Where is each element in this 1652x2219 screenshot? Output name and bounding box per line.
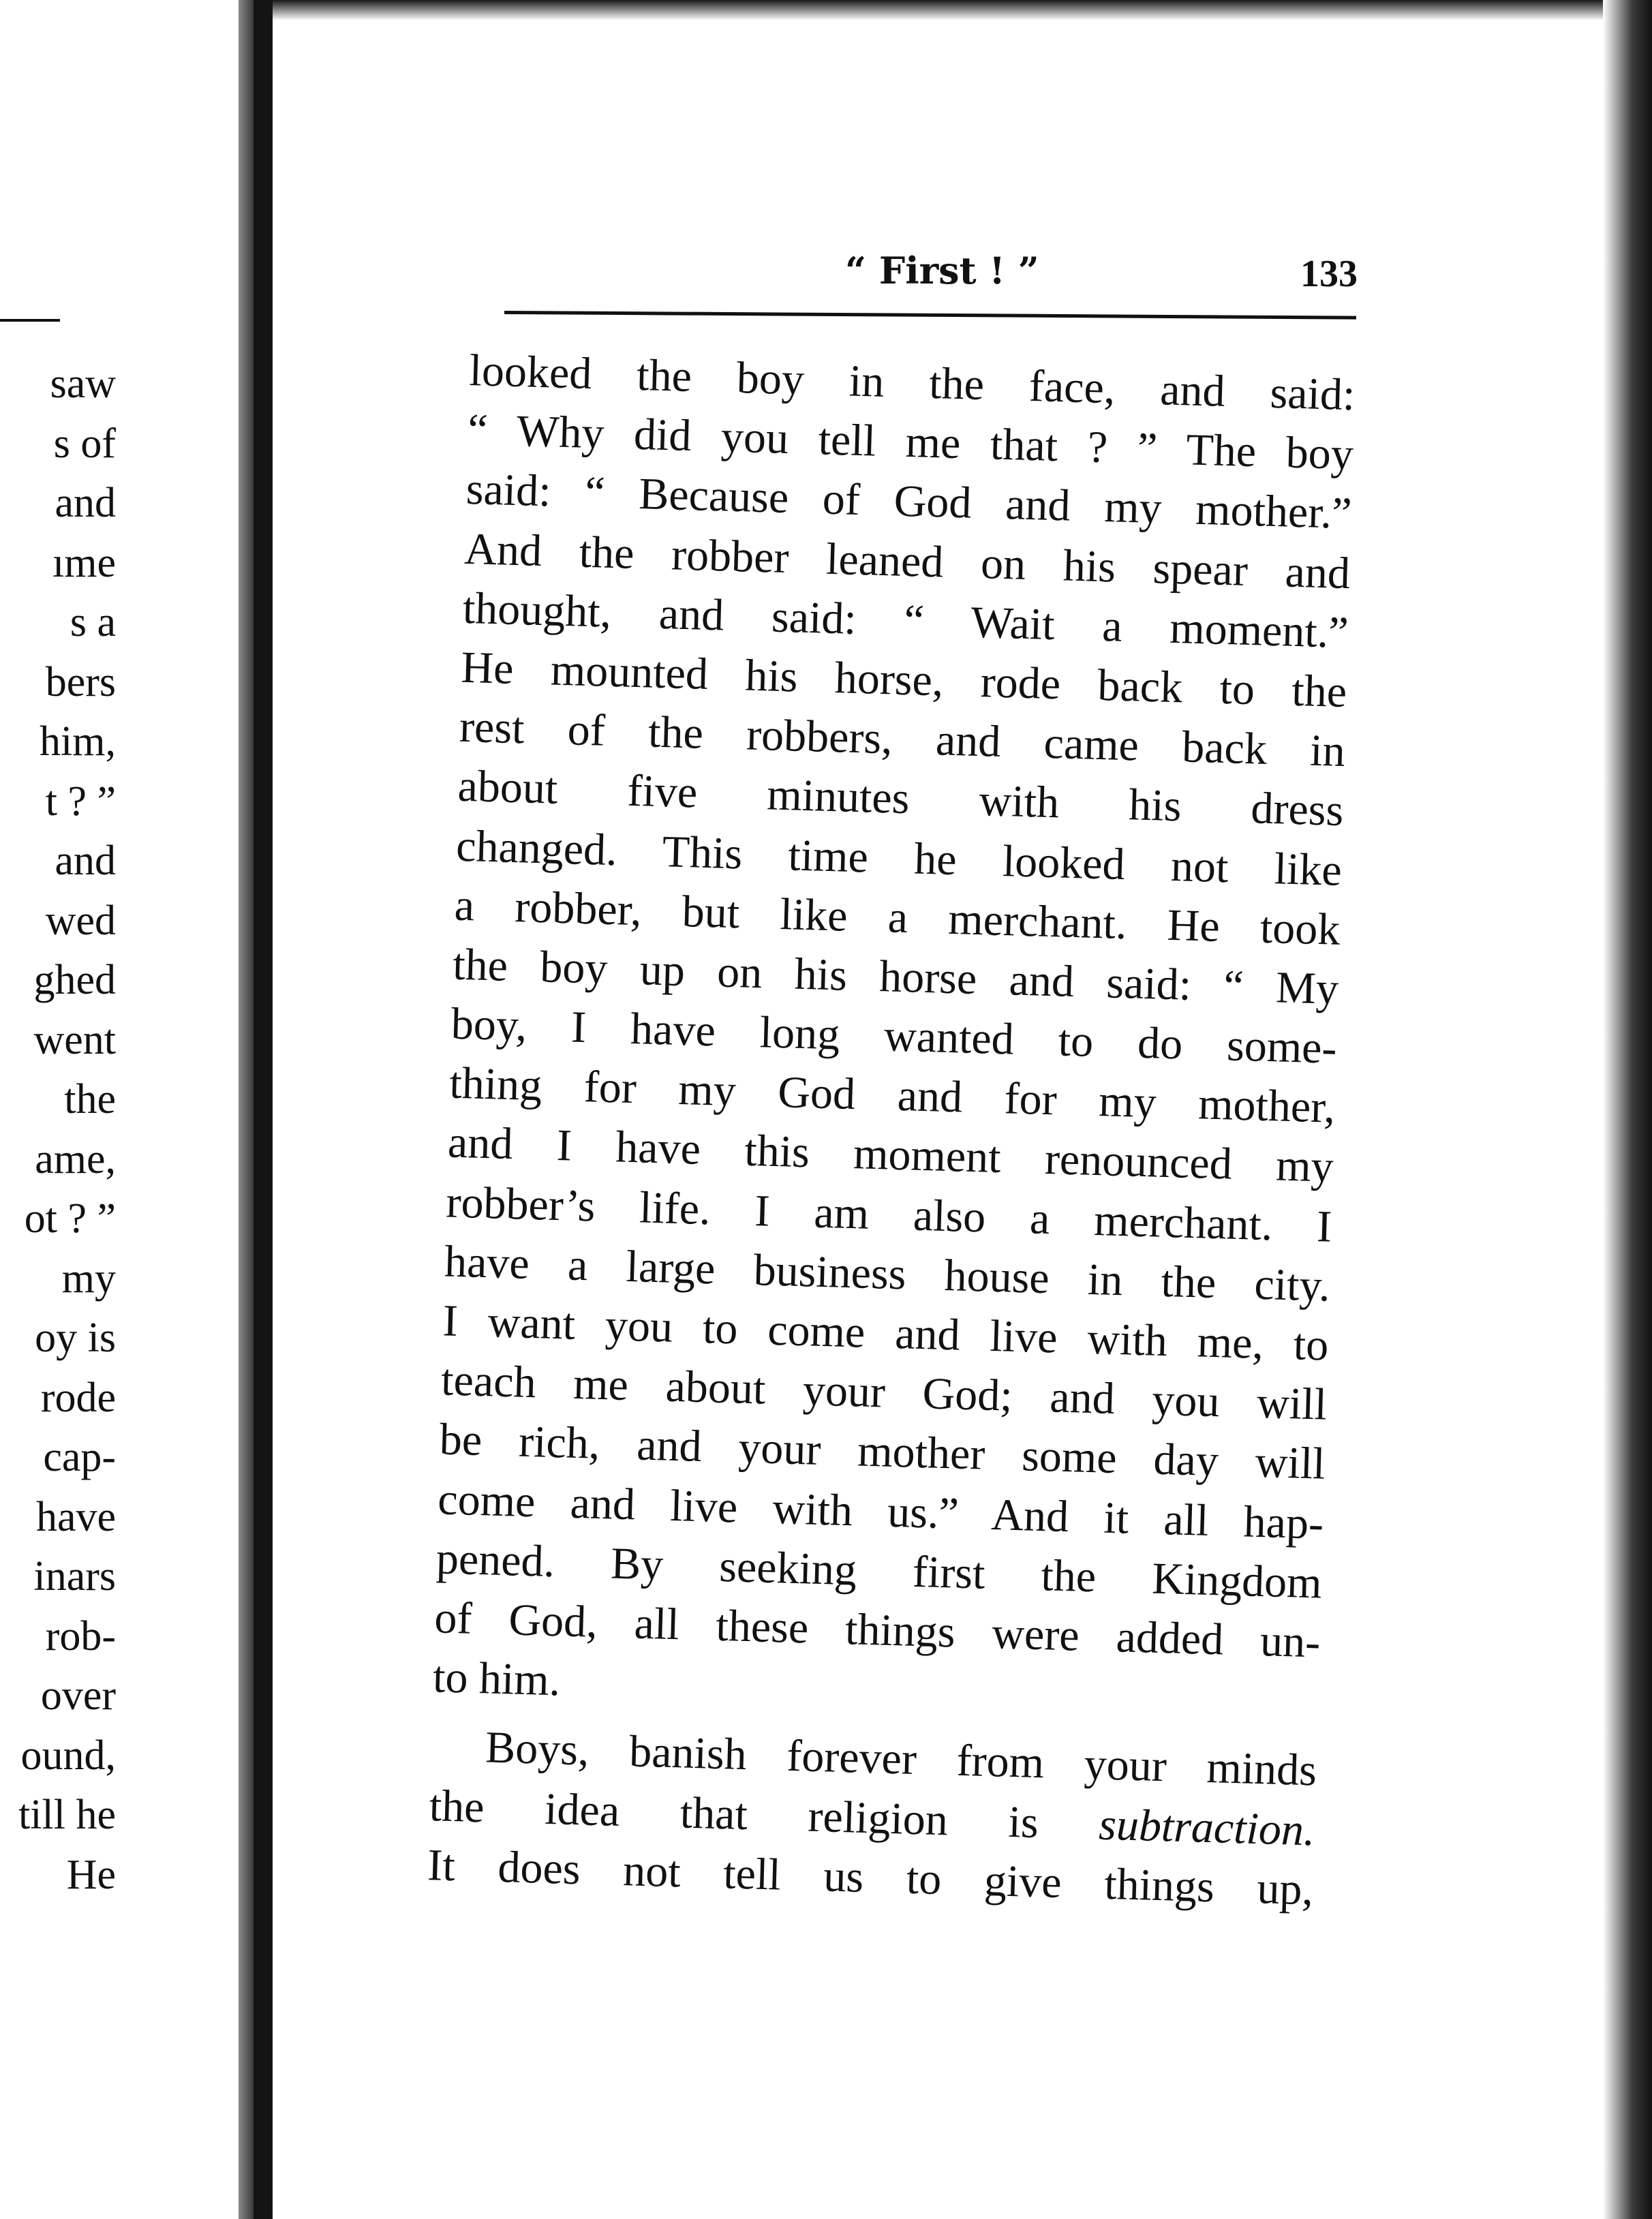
left-page-line-fragment: and (55, 480, 116, 526)
text-run: the idea that religion is (428, 1780, 1100, 1850)
left-page-line-fragment: He (66, 1851, 116, 1898)
body-text (427, 341, 1356, 1919)
text-line: thought, and said: “ Wait a moment.” (462, 583, 1349, 658)
running-head: “ First ! ” (845, 249, 1039, 292)
left-page-line-fragment: t ? ” (45, 778, 116, 825)
text-line: a robber, but like a merchant. He took (453, 880, 1341, 955)
left-page-line-fragment: my (61, 1255, 116, 1302)
text-line: Boys, banish forever from your minds (485, 1722, 1317, 1796)
page-number: 133 (1300, 253, 1358, 295)
top-page-edge-shadow (273, 0, 1652, 20)
left-page-line-fragment: him, (40, 718, 116, 765)
text-line: teach me about your God; and you will (440, 1355, 1328, 1430)
left-page-header-rule (0, 319, 60, 322)
left-page-line-fragment: ound, (20, 1732, 116, 1779)
text-line: It does not tell us to give things up, (427, 1839, 1315, 1915)
left-page-line-fragment: ot ? ” (24, 1195, 116, 1242)
left-page-line-fragment: ame, (35, 1135, 116, 1182)
left-page-line-fragment: ıme (52, 539, 116, 586)
left-page-line-fragment: ghed (33, 957, 116, 1003)
text-line: have a large business house in the city. (444, 1236, 1331, 1311)
text-line: about five minutes with his dress (457, 761, 1345, 836)
left-page-line-fragment: and (55, 838, 116, 884)
left-page-line-fragment: inars (33, 1553, 116, 1600)
left-page-line-fragment: saw (50, 361, 116, 407)
left-page-line-fragment: oy is (35, 1315, 116, 1361)
paragraph-1 (432, 341, 1356, 1732)
text-line: He mounted his horse, rode back to the (460, 642, 1348, 718)
left-page-line-fragment: over (40, 1672, 116, 1719)
left-page-line-fragment: cap- (43, 1434, 116, 1480)
left-page-line-fragment: s of (53, 420, 116, 467)
left-page-text (0, 354, 116, 1905)
left-page-line-fragment: rode (40, 1374, 116, 1421)
text-line: said: “ Because of God and my mother.” (465, 464, 1353, 539)
italic-word: subtraction. (1098, 1799, 1316, 1855)
left-page-line-fragment: wed (45, 897, 116, 944)
text-line: boy, I have long wanted to do some- (450, 998, 1338, 1073)
left-page-line-fragment: went (33, 1016, 116, 1063)
text-line: pened. By seeking first the Kingdom (435, 1533, 1323, 1608)
paragraph-2 (427, 1717, 1317, 1920)
text-line: looked the boy in the face, and said: (468, 345, 1356, 420)
text-line: “ Why did you tell me that ? ” The boy (467, 405, 1354, 480)
text-line: rest of the robbers, and came back in (459, 701, 1346, 777)
text-line: to him. (432, 1652, 562, 1706)
text-line: robber’s life. I am also a merchant. I (445, 1177, 1333, 1252)
text-line: thing for my God and for my mother, (448, 1058, 1336, 1133)
left-page-line-fragment: rob- (45, 1612, 116, 1659)
left-page-line-fragment: bers (45, 658, 116, 705)
text-line: the boy up on his horse and said: “ My (452, 939, 1339, 1014)
text-line: And the robber leaned on his spear and (463, 523, 1351, 598)
text-line: and I have this moment renounced my (447, 1117, 1334, 1193)
left-page-line-fragment: have (35, 1493, 116, 1540)
left-page (0, 0, 239, 2219)
right-page-edge-shadow (1603, 0, 1652, 2219)
book-spine (254, 0, 273, 2219)
text-line: come and live with us.” And it all hap- (437, 1473, 1325, 1549)
left-page-line-fragment: till he (18, 1792, 116, 1838)
header-rule (504, 311, 1356, 320)
text-line: of God, all these things were added un- (433, 1593, 1321, 1668)
text-line: be rich, and your mother some day will (438, 1414, 1326, 1490)
left-page-line-fragment: the (64, 1076, 116, 1122)
gutter-shadow (239, 0, 254, 2219)
text-line: changed. This time he looked not like (455, 821, 1343, 896)
text-line: I want you to come and live with me, to (442, 1296, 1330, 1371)
left-page-line-fragment: s a (70, 599, 116, 645)
right-page (273, 20, 1603, 2219)
